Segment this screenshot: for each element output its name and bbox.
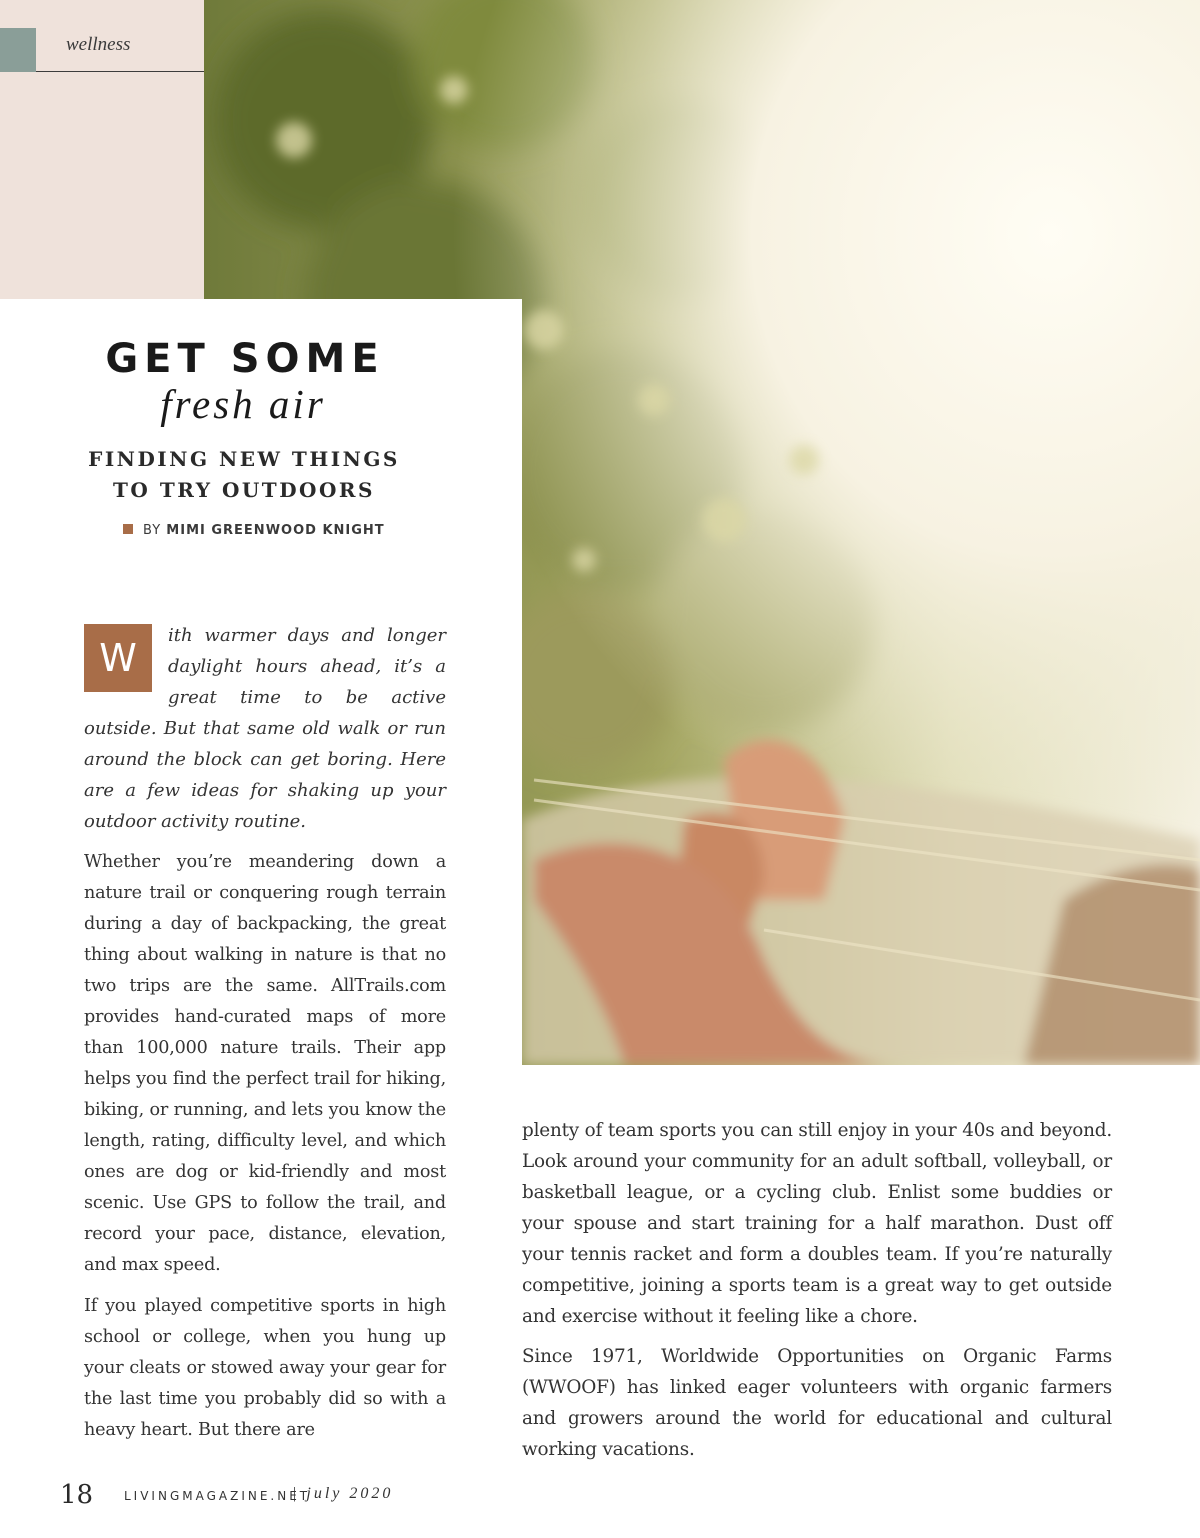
footer-site: LIVINGMAGAZINE.NET xyxy=(124,1489,311,1503)
section-marker xyxy=(0,28,36,72)
section-label: wellness xyxy=(66,34,131,55)
body-paragraph: Since 1971, Worldwide Opportunities on Organic Farms (WWOOF) has linked eager volunteers with organic farmers and growers around the world for educational and cultural working vacations. xyxy=(522,1346,1112,1460)
headline-script: fresh air xyxy=(160,381,326,427)
byline-marker xyxy=(123,524,133,534)
footer-date: | july 2020 xyxy=(292,1485,394,1502)
body-paragraph: If you played competitive sports in high school or college, when you hung up your cleats or stowed away your gear for the last time you probably did so with a heavy heart. But there are xyxy=(84,1296,446,1440)
byline xyxy=(123,523,385,538)
article-column-right xyxy=(522,1115,1112,1474)
drop-cap: W xyxy=(84,624,152,692)
body-paragraph: plenty of team sports you can still enjoy in your 40s and beyond. Look around your community for an adult softball, volleyball, or basketball league, or a cycling club. Enlist some buddies or your spouse and start training for a half marathon. Dust off your tennis racket and form a doubles team. If you’re naturally competitive, joining a sports team is a great way to get outside and exercise without it feeling like a chore. xyxy=(522,1120,1112,1327)
subtitle: FINDING NEW THINGS TO TRY OUTDOORS xyxy=(88,447,400,502)
lede-paragraph xyxy=(84,620,446,837)
byline-author: MIMI GREENWOOD KNIGHT xyxy=(166,523,385,538)
body-paragraph: Whether you’re meandering down a nature trail or conquering rough terrain during a day of backpacking, the great thing about walking in nature is that no two trips are the same. AllTrails.com provides hand-curated maps of more than 100,000 nature trails. Their app helps you find the perfect trail for hiking, biking, or running, and lets you know the length, rating, difficulty level, and which ones are dog or kid-friendly and most scenic. Use GPS to follow the trail, and record your pace, distance, elevation, and max speed. xyxy=(84,852,446,1275)
page-number: 18 xyxy=(60,1480,94,1510)
headline: GET SOME xyxy=(105,336,385,382)
byline-prefix: BY xyxy=(143,523,162,538)
article-column-left xyxy=(84,620,446,1446)
lede-text: ith warmer days and longer daylight hours ahead, it’s a great time to be active outside. But that same old walk or run around the block can get boring. Here are a few ideas for shaking up your outdoor activity routine. xyxy=(84,625,446,832)
